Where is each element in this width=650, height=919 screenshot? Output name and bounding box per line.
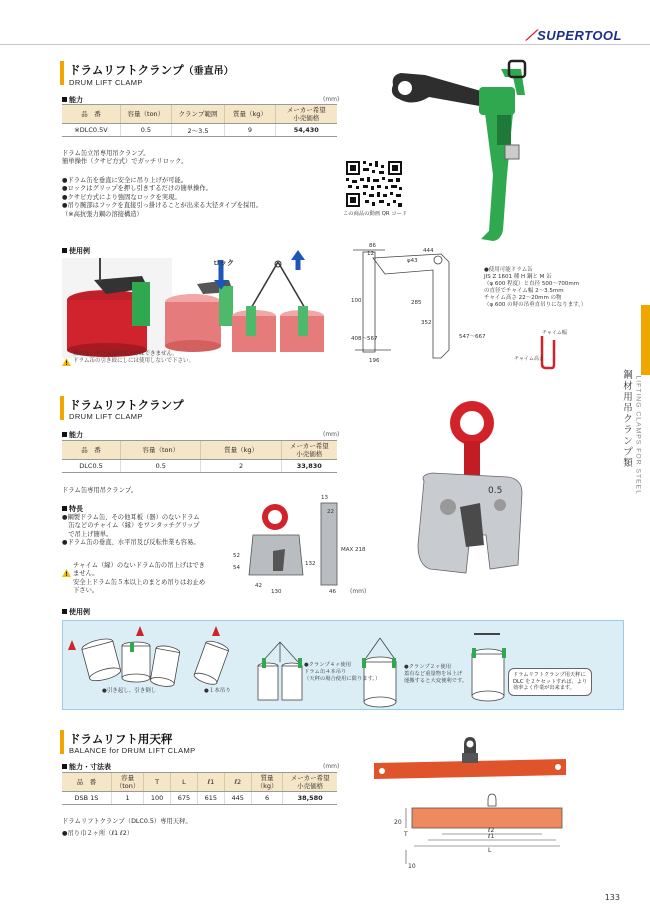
dim-label: 130 [271, 589, 282, 595]
drum-lift-clamp-vertical-image [385, 55, 550, 245]
section1-unit: (mm) [323, 96, 340, 103]
drum-lift-clamp-image [400, 395, 535, 580]
chime-width-label: チャイム幅 [542, 330, 567, 336]
section3-title: ドラムリフト用天秤 [69, 732, 173, 746]
dim-label: 132 [305, 561, 316, 567]
section3-unit: (mm) [323, 763, 340, 770]
dim-label: ℓ1 [488, 833, 495, 840]
section1-title: ドラムリフトクランプ（垂直吊） [69, 63, 234, 77]
usage-callout-balance: ドラムリフトクランプ用天秤に DLC を２ケセットすれば、より 効率よく作業が出来ます。 [508, 668, 592, 696]
section1-bullets: ●ドラム缶を垂直に安全に吊り上げが可能。 ●ロックはグリップを押し引きするだけの簡単操作。 ●クサビ方式により強固なロックを実現。 ●吊り腕部はフックを直接引っ掛けることが出来る大径タイプを採用。 （※高抗張力鋼の溶接構造） [62, 177, 262, 218]
side-category-en: LIFTING CLAMPS FOR STEEL [635, 375, 642, 495]
section1-bar [60, 61, 64, 85]
dim-label: 54 [233, 565, 240, 571]
dim-label: 20 [394, 819, 402, 826]
dim-label: 12 [367, 251, 374, 257]
section3-description: ドラムリフトクランプ（DLC0.5）専用天秤。 [62, 818, 192, 825]
side-category-jp: 鋼材用吊クランプ類 [623, 370, 633, 469]
table-cell: DLC0.5 [62, 460, 121, 473]
chime-diagram [512, 330, 567, 370]
section1-drum-note: ●使用可能ドラム缶 JIS Z 1601 種 H 鋼と M 缶 （φ 600 程度）と直径 500～700mm の直径でチャイム幅 2～3.5mm チャイム高さ 22～20mm の物 （φ 600 の時の吊垂直吊りになります。） [484, 267, 587, 308]
section1-dimension-drawing [345, 240, 486, 365]
table-cell: 445 [224, 792, 251, 805]
table-cell: 615 [197, 792, 224, 805]
table-header: 容量 （ton） [111, 773, 143, 792]
table-cell: 9 [225, 124, 275, 137]
usage-photo-single-drum [62, 258, 172, 358]
table-header: 品 番 [62, 105, 121, 124]
table-cell: 0.5 [121, 124, 172, 137]
section2-description: ドラム缶専用吊クランプ。 [62, 487, 137, 494]
section2-title-en: DRUM LIFT CLAMP [69, 412, 143, 421]
section1-warning: 蓋のないドラム缶の吊上げはできません。 ドラム缶の引き絞にしには使用しないで下さい。 [62, 351, 71, 370]
table-cell: 2 [201, 460, 281, 473]
table-cell: 1 [111, 792, 143, 805]
section2-spec-table [62, 440, 337, 473]
table-row [62, 124, 337, 137]
section1-capacity-label: 能力 [62, 95, 83, 105]
dim-label: ℓ2 [488, 827, 495, 834]
section2-bar [60, 396, 64, 420]
table-cell: 6 [251, 792, 283, 805]
warning-triangle-icon [62, 358, 71, 366]
table-header: 容量（ton） [121, 105, 172, 124]
dim-label: L [488, 847, 492, 854]
table-header: T [144, 773, 171, 792]
warning-triangle-icon [62, 569, 71, 577]
header-divider [0, 44, 650, 45]
table-header: メーカー希望 小売価格 [281, 441, 337, 460]
section3-capacity-label: 能力・寸法表 [62, 762, 111, 772]
page-number: 133 [604, 893, 620, 902]
table-cell: 2～3.5 [171, 124, 225, 137]
table-header: ℓ2 [224, 773, 251, 792]
dim-label: 86 [369, 243, 376, 249]
dim-label: MAX 218 [341, 547, 366, 553]
brand-logo: ⟋SUPERTOOL [525, 27, 622, 43]
usage-double-drum-illustration [228, 258, 338, 358]
dim-label: T [404, 831, 408, 838]
section1-usage-label: 使用例 [62, 246, 90, 256]
section2-warning: チャイム（縁）のないドラム缶の吊上げはでき ません。 安全上ドラム缶５本以上のまとめ吊りはお止め 下さい。 [62, 562, 71, 581]
side-tab-marker [641, 305, 650, 375]
qr-caption: この商品の動画 QR コード [343, 211, 408, 217]
dim-label: 285 [411, 300, 422, 306]
dim-label: 42 [255, 583, 262, 589]
table-row [62, 792, 337, 805]
section3-title-en: BALANCE for DRUM LIFT CLAMP [69, 746, 196, 755]
section2-title: ドラムリフトクランプ [69, 398, 184, 412]
section2-dims-unit: (mm) [350, 588, 367, 595]
table-cell: ※DLC0.5V [62, 124, 121, 137]
dim-label: 46 [329, 589, 336, 595]
dim-label: 10 [408, 863, 416, 870]
table-header: 品 番 [62, 773, 111, 792]
dim-label: φ43 [407, 258, 418, 264]
balance-beam-image [370, 735, 570, 790]
table-header: 質量（kg） [225, 105, 275, 124]
section3-dimension-drawing [392, 790, 567, 870]
section3-bullets: ●吊り巾２ヶ所（ℓ1 ℓ2） [62, 830, 134, 837]
dim-label: 444 [423, 248, 434, 254]
table-header: L [171, 773, 198, 792]
lock-label: ロック [213, 259, 234, 267]
section2-features-label: 特長 [62, 504, 83, 514]
usage-caption-single: ●１本吊り [204, 688, 231, 694]
table-header: メーカー希望 小売価格 [275, 105, 337, 124]
table-header: 質量 （kg） [251, 773, 283, 792]
dim-label: 352 [421, 320, 432, 326]
table-header: 質量（kg） [201, 441, 281, 460]
section2-capacity-label: 能力 [62, 430, 83, 440]
dim-label: 22 [327, 509, 334, 515]
usage-caption-tilt: ●引き起し、引き倒し [102, 688, 157, 694]
svg-text:0.5: 0.5 [488, 486, 503, 496]
dim-label: 196 [369, 358, 380, 364]
section2-usage-label: 使用例 [62, 607, 90, 617]
table-cell: DSB 1S [62, 792, 111, 805]
section1-spec-table [62, 104, 337, 137]
chime-height-label: チャイム高さ [514, 356, 544, 362]
table-header: ℓ1 [197, 773, 224, 792]
table-cell: 0.5 [121, 460, 201, 473]
table-header: メーカー希望 小売価格 [283, 773, 337, 792]
section2-unit: (mm) [323, 431, 340, 438]
section2-features: ●鋼製ドラム缶、その他耳板（器）のないドラム 缶などのチャイム（縁）をワンタッチグリップ で吊上げ簡単。 ●ドラム缶の垂直、水平吊及び反転作業も容易。 [62, 514, 200, 547]
logo-mark-icon: ⟋ [525, 27, 537, 43]
table-cell: 675 [171, 792, 198, 805]
section2-dimension-drawing [225, 495, 375, 595]
section3-spec-table [62, 772, 337, 805]
table-header: 容量（ton） [121, 441, 201, 460]
table-row [62, 460, 337, 473]
table-cell-price: 38,580 [283, 792, 337, 805]
dim-label: 13 [321, 495, 328, 501]
dim-label: 52 [233, 553, 240, 559]
table-cell: 100 [144, 792, 171, 805]
section1-description: ドラム缶立吊専用吊クランプ。 簡単操作（クサビ方式）でガッチリロック。 [62, 150, 188, 166]
dim-label: 547～667 [459, 334, 486, 340]
dim-label: 408～567 [351, 336, 378, 342]
table-cell-price: 33,830 [281, 460, 337, 473]
section1-title-en: DRUM LIFT CLAMP [69, 78, 143, 87]
table-cell-price: 54,430 [275, 124, 337, 137]
usage-caption-four: ●クランプ４ヶ使用 ドラム缶４本吊り （天秤の場合使用に限ります。） [304, 662, 381, 682]
table-header: クランプ範囲 [171, 105, 225, 124]
section3-bar [60, 730, 64, 754]
table-header: 品 番 [62, 441, 121, 460]
dim-label: 100 [351, 298, 362, 304]
usage-caption-two: ●クランプ２ヶ使用 蓋有など重量物を吊上げ 運搬すると大変便利です。 [404, 664, 468, 684]
